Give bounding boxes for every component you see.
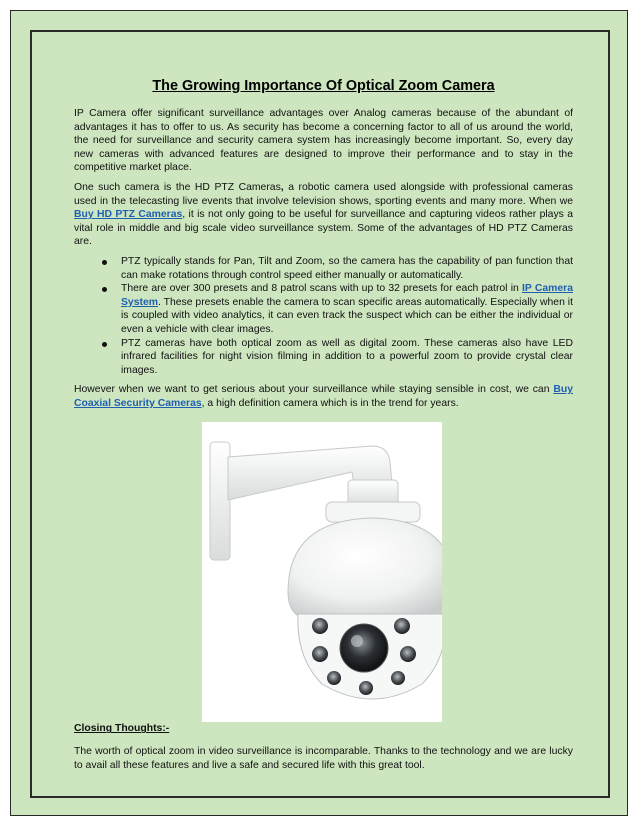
ir-led	[312, 618, 328, 634]
ir-led	[394, 618, 410, 634]
paragraph-text: a robotic camera used alongside with professional cameras used in the telecasting live events that involve television shows, sporting events and many more. When we	[74, 181, 573, 207]
ip-camera-system-link[interactable]: IP Camera System	[121, 283, 574, 308]
ptz-dome-camera-image	[202, 422, 442, 722]
paragraph-text: , a high definition camera which is in the trend for years.	[201, 397, 459, 409]
ir-led	[312, 646, 328, 662]
list-item	[74, 255, 573, 282]
bullet-icon	[102, 287, 107, 292]
document-page	[10, 10, 628, 816]
list-item-text: There are over 300 presets and 8 patrol scans with up to 32 presets for each patrol in	[121, 283, 523, 295]
coaxial-paragraph	[74, 383, 573, 410]
camera-dome	[288, 518, 442, 618]
ir-led	[391, 671, 405, 685]
wall-mount-plate	[210, 442, 230, 560]
list-item	[74, 282, 573, 336]
camera-lens	[340, 624, 388, 672]
paragraph-text: However when we want to get serious about your surveillance while staying sensible in cost, we can	[74, 384, 554, 396]
paragraph-text: , it is not only going to be useful for surveillance and capturing videos rather plays a vital role in middle and big scale video surveillance system. Some of the advantages of HD PTZ Cameras are.	[74, 209, 573, 248]
article-title: The Growing Importance Of Optical Zoom Camera	[152, 78, 495, 94]
buy-coaxial-security-cameras-link[interactable]: Buy Coaxial Security Cameras	[74, 384, 573, 409]
paragraph-text: One such camera is the HD PTZ Cameras	[74, 181, 281, 193]
advantages-list	[74, 255, 573, 377]
list-item	[74, 337, 573, 378]
article-body	[74, 77, 573, 778]
buy-hd-ptz-cameras-link[interactable]: Buy HD PTZ Cameras	[74, 209, 183, 221]
lens-highlight	[351, 635, 363, 647]
bullet-icon	[102, 260, 107, 265]
intro-paragraph: IP Camera offer significant surveillance advantages over Analog cameras because of the abundant of advantages it has to offer to us. As security has become a concerning factor to all of us around the world, the need for surveillance and security camera system has increasingly become important. So, every day new cameras with advanced features are designed to improve their performance and to stay in the competitive market place.	[74, 108, 573, 174]
hd-ptz-paragraph	[74, 181, 573, 249]
list-item-text: PTZ cameras have both optical zoom as well as digital zoom. These cameras also have LED infrared facilities for night vision filming in addition to a powerful zoom to provide crystal clear images.	[121, 337, 573, 376]
ir-led	[359, 681, 373, 695]
bullet-icon	[102, 342, 107, 347]
ir-led	[400, 646, 416, 662]
closing-heading: Closing Thoughts:-	[74, 723, 170, 735]
list-item-text: PTZ typically stands for Pan, Tilt and Zoom, so the camera has the capability of pan function that can make rotations through control speed either manually or automatically.	[121, 255, 573, 281]
ir-led	[327, 671, 341, 685]
list-item-text: . These presets enable the camera to scan specific areas automatically. Especially when it is coupled with video analytics, it can even track the suspect which can be either the individual or even a vehicle with clear images.	[121, 296, 573, 335]
closing-paragraph: The worth of optical zoom in video surveillance is incomparable. Thanks to the technology and we are lucky to avail all these features and live a safe and secured life with this great tool.	[74, 746, 573, 771]
paragraph-comma: ,	[280, 181, 284, 193]
